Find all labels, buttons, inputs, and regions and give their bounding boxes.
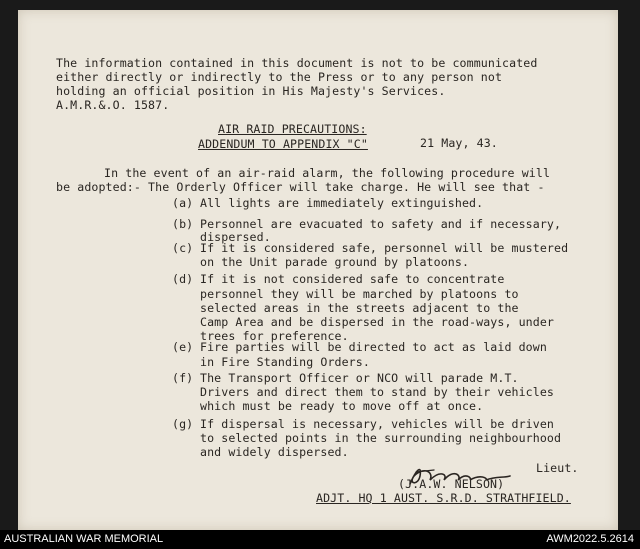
footer-accession-number: AWM2022.5.2614 <box>546 533 634 545</box>
item-d-line: If it is not considered safe to concentrate <box>200 272 505 286</box>
item-e-letter: (e) <box>172 340 194 354</box>
item-e-line: Fire parties will be directed to act as laid down <box>200 340 547 354</box>
item-d-line: trees for preference. <box>200 329 349 343</box>
item-g-line: and widely dispersed. <box>200 445 349 459</box>
item-g-line: to selected points in the surrounding neighbourhood <box>200 431 562 445</box>
item-e-line: in Fire Standing Orders. <box>200 355 370 369</box>
signatory-position: ADJT. HQ 1 AUST. S.R.D. STRATHFIELD. <box>316 491 571 505</box>
intro-line-2: be adopted:- The Orderly Officer will take charge. He will see that - <box>56 180 545 194</box>
item-b-line: Personnel are evacuated to safety and if necessary, <box>200 217 562 231</box>
item-f-line: Drivers and direct them to stand by their vehicles <box>200 385 555 399</box>
signatory-name: (J.A.W. NELSON) <box>398 477 505 491</box>
footer-bar <box>0 530 640 549</box>
item-a-letter: (a) <box>172 196 194 210</box>
item-g-letter: (g) <box>172 417 194 431</box>
item-d-line: selected areas in the streets adjacent to the <box>200 301 519 315</box>
item-f-letter: (f) <box>172 371 194 385</box>
item-d-letter: (d) <box>172 272 194 286</box>
item-c-line: If it is considered safe, personnel will be mustered <box>200 241 569 255</box>
item-d-line: Camp Area and be dispersed in the road-ways, under <box>200 315 555 329</box>
reference-number: A.M.R.&.O. 1587. <box>56 98 170 112</box>
item-c-letter: (c) <box>172 241 194 255</box>
item-b-letter: (b) <box>172 217 194 231</box>
notice-line-3: holding an official position in His Majesty's Services. <box>56 84 446 98</box>
notice-line-1: The information contained in this document is not to be communicated <box>56 56 538 70</box>
item-c-line: on the Unit parade ground by platoons. <box>200 255 470 269</box>
signatory-rank: Lieut. <box>536 461 579 475</box>
item-d-line: personnel they will be marched by platoons to <box>200 287 519 301</box>
item-f-line: The Transport Officer or NCO will parade M.T. <box>200 371 519 385</box>
document-date: 21 May, 43. <box>420 136 498 150</box>
item-b-line: dispersed. <box>200 230 271 244</box>
item-a-line: All lights are immediately extinguished. <box>200 196 484 210</box>
document-subtitle: ADDENDUM TO APPENDIX "C" <box>198 137 368 151</box>
intro-line-1: In the event of an air-raid alarm, the following procedure will <box>104 166 551 180</box>
document-page <box>18 10 618 530</box>
footer-institution: AUSTRALIAN WAR MEMORIAL <box>4 533 164 545</box>
item-f-line: which must be ready to move off at once. <box>200 399 484 413</box>
document-title: AIR RAID PRECAUTIONS: <box>218 122 367 136</box>
item-g-line: If dispersal is necessary, vehicles will be driven <box>200 417 555 431</box>
notice-line-2: either directly or indirectly to the Press or to any person not <box>56 70 503 84</box>
